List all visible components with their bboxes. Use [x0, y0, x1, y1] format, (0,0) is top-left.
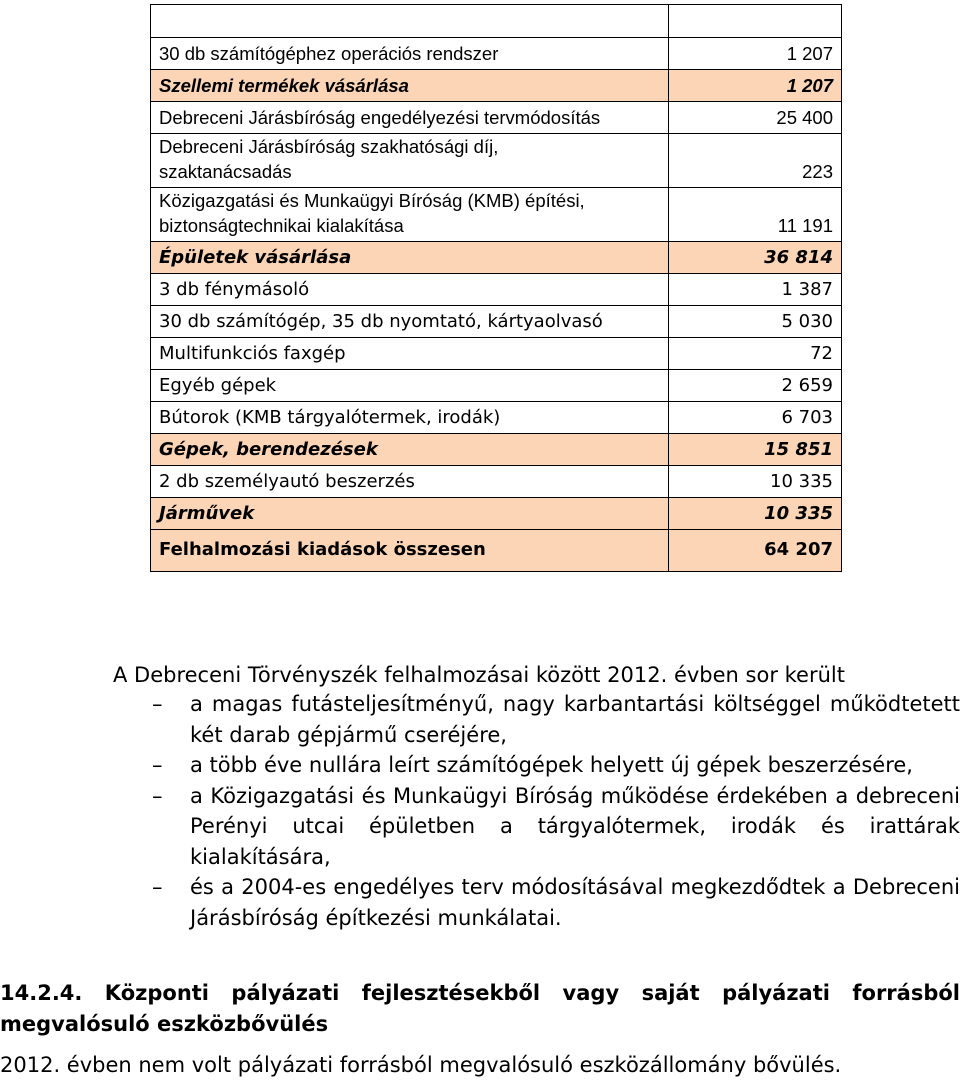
table-row — [151, 402, 842, 434]
row-label: Multifunkciós faxgép — [151, 338, 669, 370]
row-value: 2 659 — [669, 370, 842, 402]
list-item-text: a Közigazgatási és Munkaügyi Bíróság működése érdekében a debreceni Perényi utcai épületben a tárgyalótermek, irodák és irattárak kialakítására, — [190, 783, 960, 869]
subtotal-row — [151, 498, 842, 530]
intro-paragraph: A Debreceni Törvényszék felhalmozásai között 2012. évben sor került — [113, 663, 845, 687]
table-row — [151, 466, 842, 498]
row-label-line: Debreceni Járásbíróság szakhatósági díj, — [159, 136, 499, 157]
subtotal-value: 10 335 — [669, 498, 842, 530]
table-row — [151, 274, 842, 306]
row-label: 2 db személyautó beszerzés — [151, 466, 669, 498]
table-row — [151, 38, 842, 70]
list-item — [152, 750, 960, 781]
row-label: 3 db fénymásoló — [151, 274, 669, 306]
list-item — [152, 872, 960, 933]
section-heading-line1: 14.2.4. Központi pályázati fejlesztésekből vagy saját pályázati forrásból — [0, 981, 960, 1005]
row-value: 72 — [669, 338, 842, 370]
subtotal-row — [151, 434, 842, 466]
subtotal-label: Járművek — [151, 498, 669, 530]
list-item-text: a magas futásteljesítményű, nagy karbantartási költséggel működtetett két darab gépjármű cseréjére, — [190, 692, 960, 747]
row-value: 1 387 — [669, 274, 842, 306]
subtotal-value: 15 851 — [669, 434, 842, 466]
section-heading — [0, 978, 960, 1040]
row-label: Debreceni Járásbíróság engedélyezési tervmódosítás — [151, 102, 669, 134]
row-label-line: szaktanácsadás — [159, 161, 292, 182]
closing-paragraph: 2012. évben nem volt pályázati forrásból megvalósuló eszközállomány bővülés. — [0, 1053, 842, 1077]
list-item-text: és a 2004-es engedélyes terv módosításával megkezdődtek a Debreceni Járásbíróság építkezési munkálatai. — [190, 875, 960, 930]
list-item-text: a több éve nullára leírt számítógépek helyett új gépek beszerzésére, — [190, 753, 913, 777]
list-item — [152, 689, 960, 750]
row-value: 1 207 — [669, 38, 842, 70]
empty-cell — [669, 5, 842, 38]
total-value: 64 207 — [669, 530, 842, 572]
row-label: Bútorok (KMB tárgyalótermek, irodák) — [151, 402, 669, 434]
dash-marker: – — [152, 753, 163, 777]
table-row — [151, 188, 842, 242]
dash-marker: – — [152, 692, 163, 716]
expenditure-table — [150, 4, 842, 572]
row-label — [151, 134, 669, 188]
row-value: 10 335 — [669, 466, 842, 498]
subtotal-value: 1 207 — [669, 70, 842, 102]
table-row — [151, 370, 842, 402]
table-row — [151, 102, 842, 134]
table-row — [151, 5, 842, 38]
subtotal-label: Szellemi termékek vásárlása — [151, 70, 669, 102]
row-label-line: Közigazgatási és Munkaügyi Bíróság (KMB) építési, — [159, 190, 585, 211]
dash-marker: – — [152, 875, 163, 899]
subtotal-value: 36 814 — [669, 242, 842, 274]
row-label: 30 db számítógéphez operációs rendszer — [151, 38, 669, 70]
list-item — [152, 781, 960, 873]
row-value: 6 703 — [669, 402, 842, 434]
row-value: 11 191 — [669, 188, 842, 242]
dash-marker: – — [152, 783, 163, 808]
row-label — [151, 188, 669, 242]
row-label-line: biztonságtechnikai kialakítása — [159, 215, 404, 236]
total-row — [151, 530, 842, 572]
subtotal-row — [151, 70, 842, 102]
row-value: 223 — [669, 134, 842, 188]
row-value: 5 030 — [669, 306, 842, 338]
bullet-list — [152, 689, 960, 933]
subtotal-label: Gépek, berendezések — [151, 434, 669, 466]
table-row — [151, 306, 842, 338]
table-row — [151, 134, 842, 188]
subtotal-row — [151, 242, 842, 274]
row-label: Egyéb gépek — [151, 370, 669, 402]
row-value: 25 400 — [669, 102, 842, 134]
row-label: 30 db számítógép, 35 db nyomtató, kártyaolvasó — [151, 306, 669, 338]
section-heading-line2: megvalósuló eszközbővülés — [0, 1012, 329, 1036]
subtotal-label: Épületek vásárlása — [151, 242, 669, 274]
total-label: Felhalmozási kiadások összesen — [151, 530, 669, 572]
empty-cell — [151, 5, 669, 38]
table-row — [151, 338, 842, 370]
